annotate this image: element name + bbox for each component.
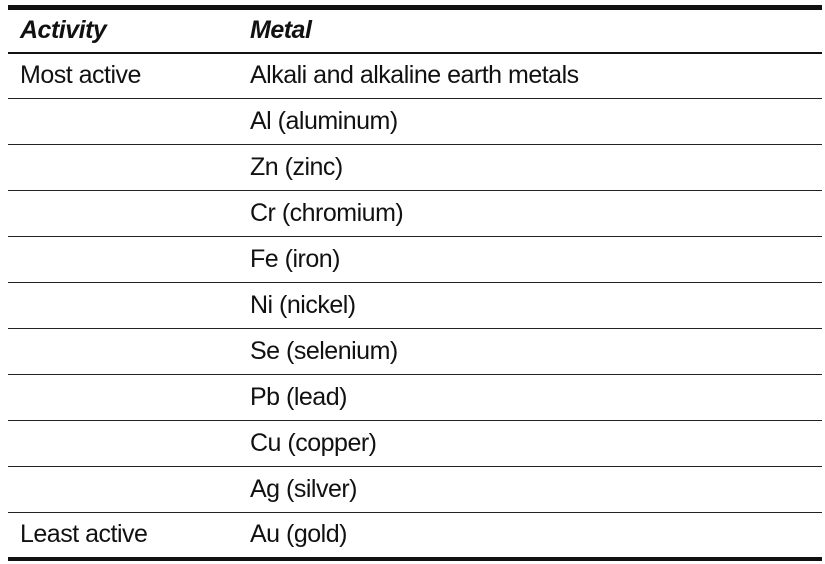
- activity-cell: [8, 375, 238, 421]
- table-row: [8, 237, 822, 283]
- table-row: [8, 145, 822, 191]
- metal-cell: Al (aluminum): [238, 99, 822, 145]
- activity-series-table: [8, 5, 822, 561]
- metal-cell: Cr (chromium): [238, 191, 822, 237]
- table-row: [8, 467, 822, 513]
- column-header-metal: Metal: [238, 8, 822, 53]
- activity-cell: [8, 329, 238, 375]
- table-row: [8, 421, 822, 467]
- activity-cell: Least active: [20, 520, 148, 549]
- activity-cell: [8, 191, 238, 237]
- metal-cell: Pb (lead): [238, 375, 822, 421]
- table-row: [8, 513, 822, 559]
- activity-cell: [8, 467, 238, 513]
- activity-cell: [8, 237, 238, 283]
- column-header-activity: Activity: [8, 8, 238, 53]
- table-row: [8, 375, 822, 421]
- metal-cell: Zn (zinc): [238, 145, 822, 191]
- metal-cell: Alkali and alkaline earth metals: [238, 53, 822, 99]
- activity-cell: [8, 99, 238, 145]
- metal-cell: Ni (nickel): [238, 283, 822, 329]
- metal-cell: Ag (silver): [238, 467, 822, 513]
- table-row: [8, 53, 822, 99]
- activity-cell: [8, 145, 238, 191]
- activity-cell: [8, 283, 238, 329]
- table-header-row: [8, 8, 822, 53]
- metal-cell: Au (gold): [250, 520, 347, 549]
- metal-cell: Se (selenium): [238, 329, 822, 375]
- activity-cell: [8, 421, 238, 467]
- metal-cell: Fe (iron): [238, 237, 822, 283]
- table-row: [8, 99, 822, 145]
- activity-series-table-wrapper: [8, 5, 822, 561]
- activity-cell: Most active: [8, 53, 238, 99]
- table-row: [8, 191, 822, 237]
- table-row: [8, 329, 822, 375]
- table-row: [8, 283, 822, 329]
- metal-cell: Cu (copper): [238, 421, 822, 467]
